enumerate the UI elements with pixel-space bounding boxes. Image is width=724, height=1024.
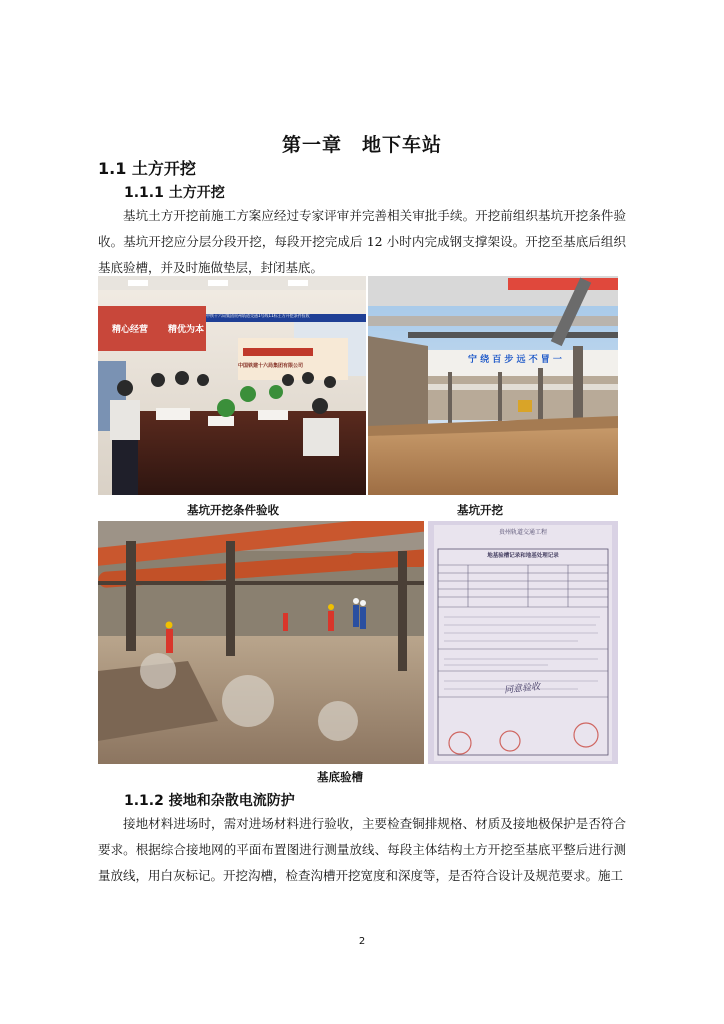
photo-acceptance-meeting [98,276,366,495]
paragraph-grounding: 接地材料进场时，需对进场材料进行验收，主要检查铜排规格、材质及接地极保护是否符合要求。根据综合接地网的平面布置图进行测量放线、每段主体结构土方开挖至基底平整后进行测量放线，用白灰标记。开挖沟槽，检查沟槽开挖宽度和深度等，是否符合设计及规范要求。施工 [98,816,626,883]
caption-excavation: 基坑开挖 [457,503,503,517]
photo-base-inspection-record [428,521,618,764]
photo-base-inspection-record-header: 贵州轨道交通工程 [498,529,547,536]
paragraph-earthwork: 基坑土方开挖前施工方案应经过专家评审并完善相关审批手续。开挖前组织基坑开挖条件验收。基坑开挖应分层分段开挖，每段开挖完成后 12 小时内完成钢支撑架设。开挖至基底后组织基底验槽，并及时施做垫层，封闭基底。 [98,208,626,275]
section-heading: 1.1 土方开挖 [98,159,196,178]
chapter-title: 第一章 地下车站 [281,134,442,156]
subsection-heading-earthwork: 1.1.1 土方开挖 [124,185,225,201]
photo-acceptance-meeting-banner-text: 中铁十六局集团贵州轨道交通1号线11标土方开挖条件验收 [206,313,310,318]
photo-foundation-pit-excavation [368,276,618,495]
photo-acceptance-meeting-slogan-right: 精优为本 [168,325,205,335]
caption-excavation-acceptance: 基坑开挖条件验收 [187,503,279,517]
photo-acceptance-meeting-slogan-left: 精心经营 [112,325,149,335]
photo-base-inspection-record-signature: 同意验收 [503,682,541,696]
page-number: 2 [358,936,366,947]
subsection-heading-grounding: 1.1.2 接地和杂散电流防护 [124,793,295,809]
caption-base-inspection: 基底验槽 [317,770,363,784]
photo-base-inspection-record-title: 地基验槽记录和地基处理记录 [487,553,559,559]
photo-base-inspection-site [98,521,424,764]
photo-acceptance-meeting-sign-text: 中国铁建十六局集团有限公司 [238,363,304,369]
photo-foundation-pit-excavation-wall-text: 宁 绕 百 步 远 不 冒 一 [468,355,562,365]
